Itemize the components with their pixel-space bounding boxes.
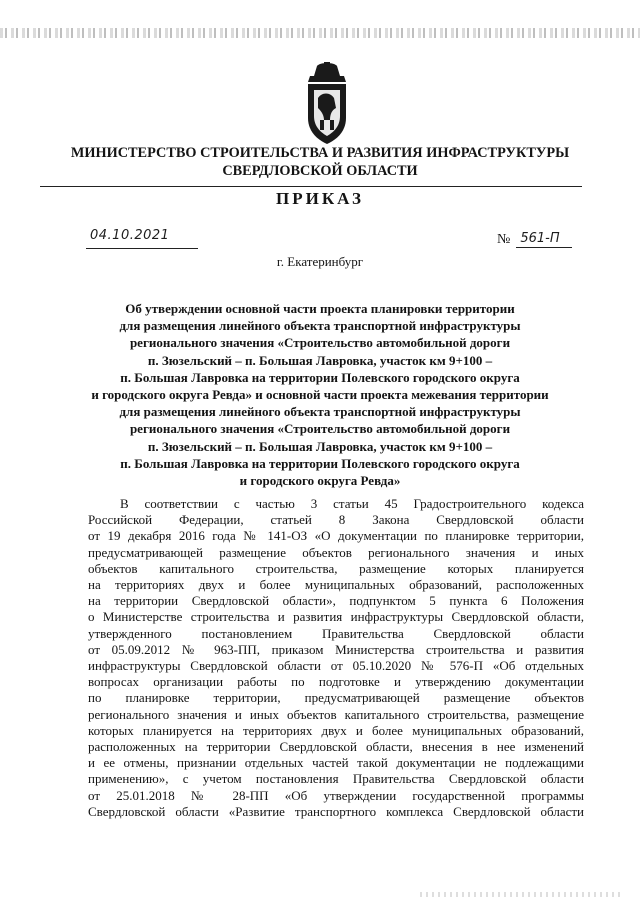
body-line: и ее отмены, признании отдельных частей такой документации не подлежащими <box>88 755 584 771</box>
title-line: для размещения линейного объекта транспортной инфраструктуры <box>119 404 521 420</box>
title-line: п. Большая Лавровка на территории Полевского городского округа <box>120 369 520 385</box>
ministry-line: МИНИСТЕРСТВО СТРОИТЕЛЬСТВА И РАЗВИТИЯ ИНФРАСТРУКТУРЫ <box>70 145 570 161</box>
body-line: по планировке территории, предусматривающей размещение объектов <box>88 690 584 706</box>
scan-artifact-bottom <box>420 892 620 897</box>
body-paragraph <box>88 496 584 820</box>
ministry-line: СВЕРДЛОВСКОЙ ОБЛАСТИ <box>222 163 418 179</box>
scan-artifact-top <box>0 28 640 38</box>
number-value: 561-П <box>516 231 572 248</box>
body-line: от 19 декабря 2016 года № 141-ОЗ «О документации по планировке территории, <box>88 528 584 544</box>
body-line: Российской Федерации, статьей 8 Закона Свердловской области <box>88 512 584 528</box>
body-line: от 05.09.2012 № 963-ПП, приказом Министерства строительства и развития <box>88 641 584 657</box>
body-line: Свердловской области «Развитие транспортного комплекса Свердловской области <box>88 803 584 819</box>
body-line: от 25.01.2018 № 28-ПП «Об утверждении государственной программы <box>88 787 584 803</box>
body-line: расположенных на территории Свердловской области, внесения в нее изменений <box>88 739 584 755</box>
title-line: регионального значения «Строительство автомобильной дороги <box>129 421 511 437</box>
title-line: и городского округа Ревда» и основной части проекта межевания территории <box>91 387 549 403</box>
date-value: 04.10.2021 <box>90 228 170 243</box>
body-line: вопросах организации работы по подготовке и утверждению документации <box>88 674 584 690</box>
body-line: на территориях двух и более муниципальных образований, расположенных <box>88 577 584 593</box>
title-line: для размещения линейного объекта транспортной инфраструктуры <box>119 318 521 334</box>
body-line: которых планируется на территориях двух и более муниципальных образований, <box>88 722 584 738</box>
title-line: регионального значения «Строительство автомобильной дороги <box>129 335 511 351</box>
title-line: п. Зюзельский – п. Большая Лавровка, участок км 9+100 – <box>147 438 493 454</box>
title-line: п. Зюзельский – п. Большая Лавровка, участок км 9+100 – <box>147 352 493 368</box>
body-line: применению», с учетом постановления Правительства Свердловской области <box>88 771 584 787</box>
order-title <box>60 300 580 489</box>
body-line: о Министерстве строительства и развития инфраструктуры Свердловской области, <box>88 609 584 625</box>
city: г. Екатеринбург <box>276 254 364 269</box>
coat-of-arms-icon <box>300 62 354 146</box>
ministry-name <box>60 144 580 180</box>
title-line: и городского округа Ревда» <box>239 473 401 489</box>
order-number <box>497 226 572 248</box>
number-prefix: № <box>497 232 511 247</box>
body-line: инфраструктуры Свердловской области от 05.10.2020 № 576-П «Об отдельных <box>88 658 584 674</box>
body-line: В соответствии с частью 3 статьи 45 Градостроительного кодекса <box>120 496 584 511</box>
title-line: Об утверждении основной части проекта планировки территории <box>125 301 515 316</box>
header-divider <box>40 186 582 187</box>
body-line: объектов капитального строительства, размещение которых планируется <box>88 560 584 576</box>
body-line: на территории Свердловской области», подпунктом 5 пункта 6 Положения <box>88 593 584 609</box>
body-line: утвержденного постановлением Правительства Свердловской области <box>88 625 584 641</box>
body-line: регионального значения и иных объектов капитального строительства, размещение <box>88 706 584 722</box>
date-field <box>86 226 198 249</box>
title-line: п. Большая Лавровка на территории Полевского городского округа <box>120 455 520 471</box>
body-line: предусматривающей размещение объектов регионального значения и иных <box>88 544 584 560</box>
document-type: ПРИКАЗ <box>276 189 364 208</box>
